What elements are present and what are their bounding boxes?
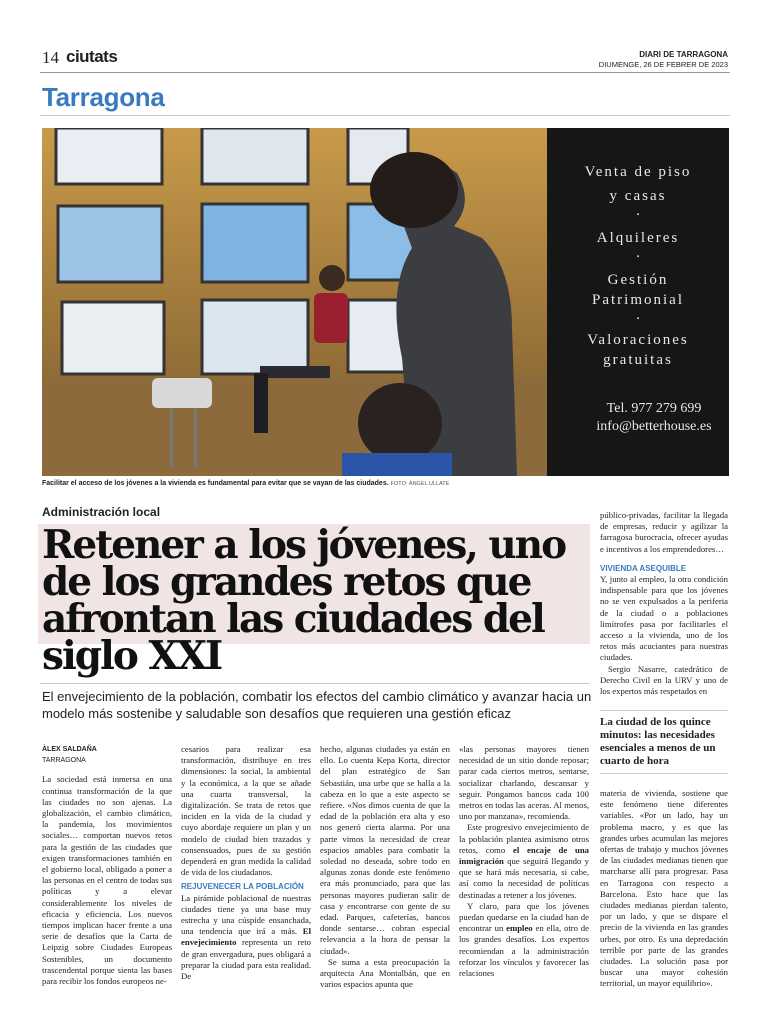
sign-line: Gestión [607, 272, 669, 288]
article-column-3 [320, 744, 450, 990]
paragraph: Y, junto al empleo, la otra condición indispensable para que los jóvenes no se ven expulsados a la periferia de la ciudad o a poblaciones limítrofes pasa por facilitarles el acceso a la vivienda, uno de los retos más acuciantes para nuestras ciudades. [600, 574, 728, 663]
article-column-5 [600, 510, 728, 697]
paragraph: La sociedad está inmersa en una continua transformación de la que las ciudades no son ajenas. La globalización, el cambio climático, la pandemia, los movimientos sociales… comportan nuevos retos para la gestión de las ciudades que exigen transformaciones también en el gobierno local, obligado a poner a las personas en el centro de todas sus políticas y a elevar considerablemente los niveles de eficacia y eficiencia. Los nuevos tiempos implican hacer frente a una serie de desafíos que la Carta de Leipzig sobre Ciudades Europeas Sostenibles, un documento trascendental porque sienta las bases para recibir los fondos europeos ne- [42, 774, 172, 987]
paragraph: hecho, algunas ciudades ya están en ello. Lo cuenta Kepa Korta, director del plan estratégico de San Sebastián, una urbe que se halla a la cabeza en lo que a este aspecto se refiere. «Nos dimos cuenta de que la edad de la población era alta y eso nos generó cierta alarma. Por una parte vimos la necesidad de crear espacios amables para combatir la soledad no deseada, sobre todo en algunas zonas donde este fenómeno era más pronunciado, para que las personas mayores pudieran salir de casa y encontrarse con gente de su edad. Parques, cafeterías, bancos donde sentarse… cobran especial relevancia a la hora de pensar la ciudad». [320, 744, 450, 956]
header-divider [40, 72, 730, 73]
article-column-5-continued [600, 788, 728, 990]
city-divider [40, 115, 730, 116]
subhead-divider [40, 683, 590, 684]
paragraph: Este progresivo envejecimiento de la población plantea asimismo otros retos, como el encaje de una inmigración que seguirá llegando y que se hará más necesaria, si cabe, así como la necesidad de políticas destinadas a retener a los jóvenes. [459, 822, 590, 900]
author-byline: ÀLEX SALDAÑA [42, 746, 97, 753]
sign-line: · [635, 207, 641, 223]
paragraph: Y claro, para que los jóvenes puedan quedarse en la ciudad han de encontrar un empleo en ella, otro de los grandes desafíos. Los expertos recomiendan a la administración reforzar los vínculos y favorecer las relaciones [459, 900, 589, 979]
paragraph: materia de vivienda, sostiene que este fenómeno tiene diferentes variables. «Por un lado, hay un problema macro, y es que las grandes urbes acumulan las mejores ofertas de trabajo y muchos jóvenes de las ciudades medianas tienen que marcharse allí para progresar. Pasa en Tarragona con respecto a Barcelona. Esto hace que las ciudades medianas pierdan talento, por un lado, y que se dispare el precio de la vivienda en las grandes urbes, por otro. Es una depredación terrible por parte de las grandes ciudades. La solución pasa por buscar una mayor cohesión territorial, un mayor equilibrio». [600, 788, 728, 989]
article-photo [42, 128, 729, 476]
sign-line: Alquileres [596, 230, 680, 246]
sign-phone: Tel. 977 279 699 [606, 401, 702, 416]
paragraph: cesarios para realizar esa transformación, distribuye en tres dimensiones: la social, la ambiental y la económica, a la que se añade una cuarta transversal, la digitalización. Se trata de retos que inciden en la vida de la ciudad y cuyo abordaje requiere un plan y un modelo de ciudad bien trazados y consensuados, pues de su gestión dependerá en gran medida la calidad de vida de los ciudadanos. [181, 744, 311, 878]
paragraph: La pirámide poblacional de nuestras ciudades tiene ya una base muy estrecha y una cúspide ensanchada, una tendencia que irá a más. El envejecimiento representa un reto de gran envergadura, pues obligará a preparar la ciudad para esta realidad. De [181, 892, 312, 982]
article-headline: Retener a los jóvenes, uno de los grandes retos que afrontan las ciudades del siglo XXI [42, 522, 566, 679]
article-column-2 [181, 744, 311, 982]
sign-line: y casas [609, 188, 667, 204]
sign-line: · [635, 249, 641, 265]
photo-caption [42, 480, 449, 487]
article-kicker: Administración local [42, 505, 161, 519]
paragraph: «las personas mayores tienen necesidad de un sitio donde reposar; parar cada ciertos metros, sentarse, socializar charlando, descansar y seguir. Pongamos bancos cada 100 metros en todas las aceras. Al menos, uno por manzana», recomienda. [459, 744, 589, 822]
sign-line: · [635, 311, 641, 327]
paragraph: Se suma a esta preocupación la arquitecta Ana Montalbán, que en varios espacios apunta que [320, 956, 450, 990]
sign-email: info@betterhouse.es [596, 419, 712, 434]
city-title: Tarragona [42, 82, 165, 112]
subsection-title: VIVIENDA ASEQUIBLE [600, 563, 687, 573]
section-name: ciutats [66, 47, 118, 66]
caption-text: Facilitar el acceso de los jóvenes a la vivienda es fundamental para evitar que se vayan de las ciudades. [42, 480, 389, 487]
sign-line: Patrimonial [592, 292, 684, 308]
article-column-1 [42, 744, 172, 987]
pull-quote: La ciudad de los quince minutos: las necesidades esenciales a menos de un cuarto de hora [600, 710, 728, 774]
author-location: TARRAGONA [42, 757, 86, 765]
paragraph: público-privadas, facilitar la llegada de empresas, reducir y agilizar la farragosa burocracia, ofrecer ayudas e incentivos a los emprendedores… [600, 510, 728, 554]
paragraph: Sergio Nasarre, catedrático de Derecho Civil en la URV y uno de los expertos más respetados en [600, 663, 728, 697]
photo-credit: FOTO: ÀNGEL ULLATE [390, 481, 450, 487]
article-column-4 [459, 744, 589, 979]
publication-name: DIARI DE TARRAGONA [639, 50, 728, 59]
page-number: 14 [42, 48, 59, 67]
subsection-title: REJUVENECER LA POBLACIÓN [181, 882, 304, 892]
sign-line: gratuitas [603, 352, 673, 368]
publication-date: DIUMENGE, 26 DE FEBRER DE 2023 [598, 60, 728, 69]
article-subhead: El envejecimiento de la población, combatir los efectos del cambio climático y avanzar hacia un modelo más sostenibe y saludable son desafíos que requieren una gestión eficaz [42, 689, 592, 721]
sign-line: Valoraciones [587, 332, 689, 348]
sign-line: Venta de piso [584, 164, 692, 180]
